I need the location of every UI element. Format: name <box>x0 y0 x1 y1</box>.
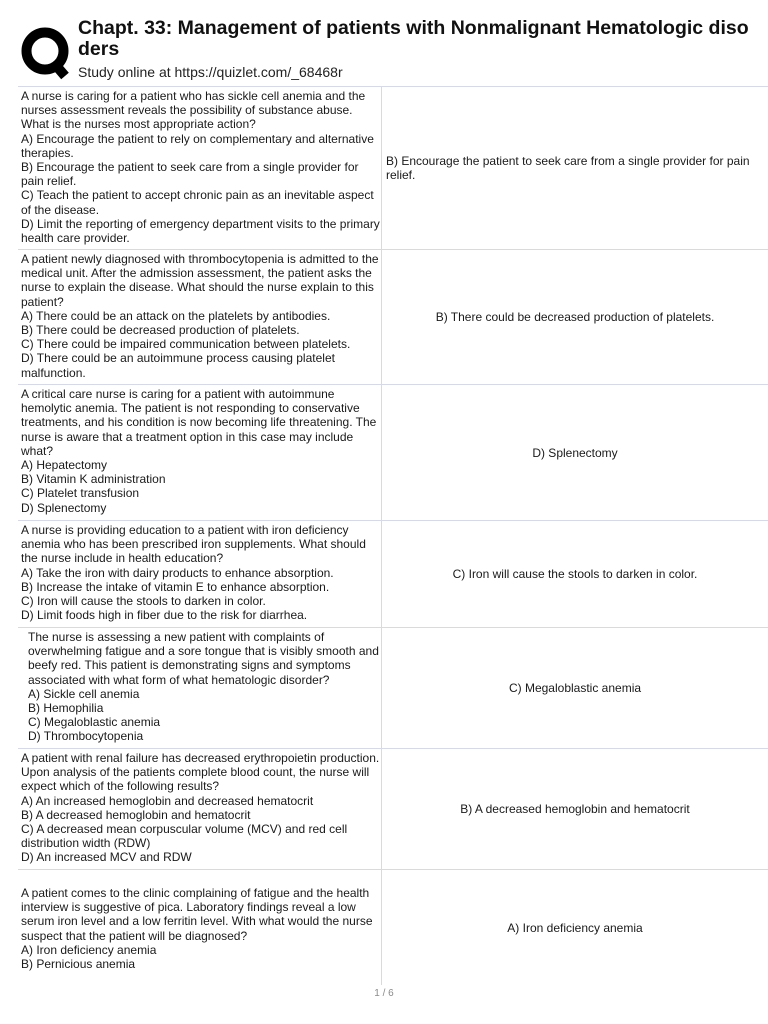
flashcard-answer: B) Encourage the patient to seek care from a single provider for pain relief. <box>386 154 750 182</box>
page-number: 1 / 6 <box>374 988 394 999</box>
page-title: Chapt. 33: Management of patients with Nonmalignant Hematologic diso ders <box>78 17 749 60</box>
flashcard-answer: C) Iron will cause the stools to darken in color. <box>452 567 698 581</box>
flashcard-answer: C) Megaloblastic anemia <box>508 681 642 695</box>
flashcard-answer: B) There could be decreased production of platelets. <box>435 310 715 324</box>
flashcard-question: A patient newly diagnosed with thrombocytopenia is admitted to the medical unit. After the admission assessment, the patient asks the nurse to explain the disease. What should the nurse explain to this patient? A) There could be an attack on the platelets by antibodies. B) There could be decreased production of platelets. C) There could be impaired communication between platelets. D) There could be an autoimmune process causing platelet malfunction. <box>18 250 382 384</box>
quizlet-logo-icon <box>20 24 74 82</box>
flashcard-row <box>18 627 768 748</box>
flashcard-answer: B) A decreased hemoglobin and hematocrit <box>460 802 690 816</box>
flashcard-question: A patient comes to the clinic complaining of fatigue and the health interview is suggestive of pica. Laboratory findings reveal a low serum iron level and a low ferritin level. With what would the nurse suspect that the patient will be diagnosed? A) Iron deficiency anemia B) Pernicious anemia <box>18 870 382 985</box>
flashcard-row <box>18 520 768 627</box>
flashcard-row <box>18 869 768 985</box>
flashcard-row <box>18 748 768 869</box>
flashcard-answer: A) Iron deficiency anemia <box>507 920 643 935</box>
study-online-link[interactable]: Study online at https://quizlet.com/_68468r <box>78 64 343 80</box>
flashcard-question: A nurse is providing education to a patient with iron deficiency anemia who has been prescribed iron supplements. What should the nurse include in health education? A) Take the iron with dairy products to enhance absorption. B) Increase the intake of vitamin E to enhance absorption. C) Iron will cause the stools to darken in color. D) Limit foods high in fiber due to the risk for diarrhea. <box>18 521 382 627</box>
flashcard-row <box>18 384 768 520</box>
flashcard-list <box>18 86 768 985</box>
flashcard-row <box>18 249 768 384</box>
page-header <box>18 14 768 86</box>
flashcard-question: The nurse is assessing a new patient with complaints of overwhelming fatigue and a sore tongue that is visibly smooth and beefy red. This patient is demonstrating signs and symptoms associated with what form of what hematologic disorder? A) Sickle cell anemia B) Hemophilia C) Megaloblastic anemia D) Thrombocytopenia <box>18 628 382 748</box>
flashcard-question: A patient with renal failure has decreased erythropoietin production. Upon analysis of the patients complete blood count, the nurse will expect which of the following results? A) An increased hemoglobin and decreased hematocrit B) A decreased hemoglobin and hematocrit C) A decreased mean corpuscular volume (MCV) and red cell distribution width (RDW) D) An increased MCV and RDW <box>18 749 382 869</box>
flashcard-answer: D) Splenectomy <box>532 445 618 460</box>
flashcard-question: A critical care nurse is caring for a patient with autoimmune hemolytic anemia. The patient is not responding to conservative treatments, and his condition is now becoming life threatening. The nurse is aware that a treatment option in this case may include what? A) Hepatectomy B) Vitamin K administration C) Platelet transfusion D) Splenectomy <box>18 385 382 520</box>
flashcard-question: A nurse is caring for a patient who has sickle cell anemia and the nurses assessment reveals the possibility of substance abuse. What is the nurses most appropriate action? A) Encourage the patient to rely on complementary and alternative therapies. B) Encourage the patient to seek care from a single provider for pain relief. C) Teach the patient to accept chronic pain as an inevitable aspect of the disease. D) Limit the reporting of emergency department visits to the primary health care provider. <box>18 87 382 249</box>
flashcard-row <box>18 86 768 249</box>
